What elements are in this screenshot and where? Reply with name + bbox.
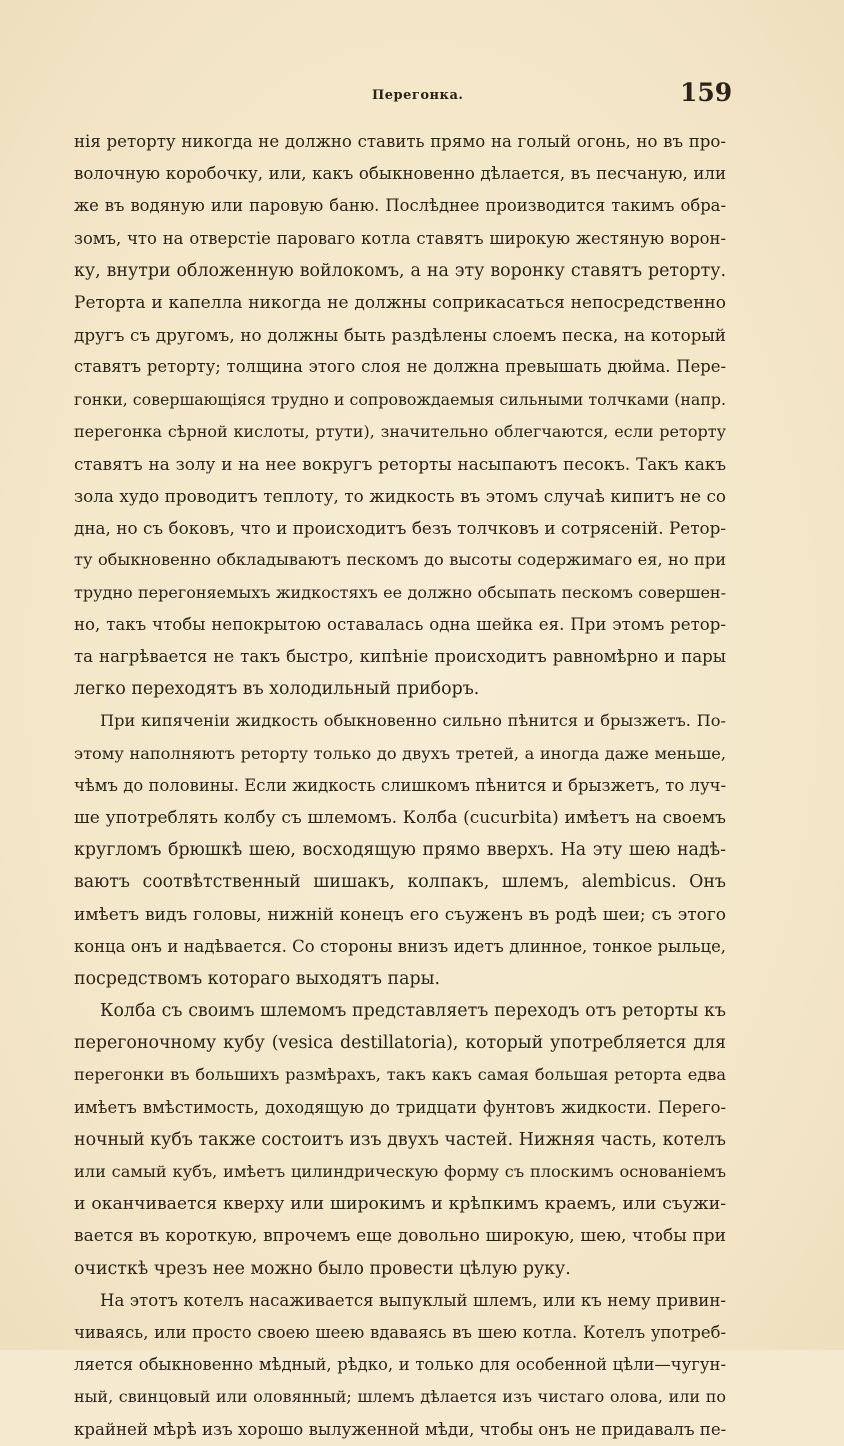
text-line: и оканчивается кверху или широкимъ и крѣпкимъ краемъ, или съужи- (74, 1194, 726, 1215)
text-line: ваютъ соотвѣтственный шишакъ, колпакъ, шлемъ, alembicus. Онъ (74, 872, 726, 893)
text-line: дна, но съ боковъ, что и происходитъ безъ толчковъ и сотрясеній. Ретор- (74, 518, 726, 539)
body-text (74, 126, 726, 1446)
text-line: же въ водяную или паровую баню. Послѣднее производится такимъ обра- (74, 196, 726, 216)
text-line: трудно перегоняемыхъ жидкостяхъ ее должно обсыпать пескомъ совершен- (74, 582, 726, 602)
text-line: очисткѣ чрезъ нее можно было провести цѣлую руку. (74, 1258, 571, 1279)
text-line: ный, свинцовый или оловянный; шлемъ дѣлается изъ чистаго олова, или по (74, 1387, 726, 1407)
text-line: конца онъ и надѣвается. Со стороны внизъ идетъ длинное, тонкое рыльце, (74, 936, 726, 956)
text-line: ку, внутри обложенную войлокомъ, а на эту воронку ставятъ реторту. (74, 260, 726, 281)
text-line: легко переходятъ въ холодильный приборъ. (74, 679, 480, 700)
text-line: кругломъ брюшкѣ шею, восходящую прямо вверхъ. На эту шею надѣ- (74, 840, 726, 861)
page-header (0, 78, 844, 112)
text-line: При кипяченіи жидкость обыкновенно сильно пѣнится и брызжетъ. По- (100, 711, 726, 731)
text-line: посредствомъ котораго выходятъ пары. (74, 968, 440, 989)
running-title: Перегонка. (372, 88, 464, 103)
text-line: вается въ короткую, впрочемъ еще довольно широкую, шею, чтобы при (74, 1226, 726, 1247)
text-line: та нагрѣвается не такъ быстро, кипѣніе происходитъ равномѣрно и пары (74, 647, 726, 666)
text-line: Реторта и капелла никогда не должны соприкасаться непосредственно (74, 292, 726, 313)
text-line: волочную коробочку, или, какъ обыкновенно дѣлается, въ песчаную, или (74, 164, 726, 184)
page-number: 159 (680, 78, 733, 107)
text-line: этому наполняютъ реторту только до двухъ третей, а иногда даже меньше, (74, 743, 726, 763)
text-line: ставятъ реторту; толщина этого слоя не должна превышать дюйма. Пере- (74, 357, 726, 377)
text-line: гонки, совершающіяся трудно и сопровождаемыя сильными толчками (напр. (74, 389, 726, 409)
text-line: чиваясь, или просто своею шеею вдаваясь въ шею котла. Котелъ употреб- (74, 1322, 726, 1342)
text-line: другъ съ другомъ, но должны быть раздѣлены слоемъ песка, на который (74, 325, 726, 346)
text-line: или самый кубъ, имѣетъ цилиндрическую форму съ плоскимъ основаніемъ (74, 1162, 726, 1181)
text-line: ночный кубъ также состоитъ изъ двухъ частей. Нижняя часть, котелъ (74, 1129, 726, 1150)
text-line: имѣетъ вмѣстимость, доходящую до тридцати фунтовъ жидкости. Перего- (74, 1097, 726, 1117)
text-line: На этотъ котелъ насаживается выпуклый шлемъ, или къ нему привин- (100, 1290, 726, 1310)
text-line: зола худо проводитъ теплоту, то жидкость въ этомъ случаѣ кипитъ не со (74, 486, 726, 507)
text-line: перегоночному кубу (vesica destillatoria), который употребляется для (74, 1033, 726, 1054)
text-line: имѣетъ видъ головы, нижній конецъ его съуженъ въ родѣ шеи; съ этого (74, 904, 726, 925)
text-line: ляется обыкновенно мѣдный, рѣдко, и только для особенной цѣли—чугун- (74, 1355, 726, 1375)
text-line: ту обыкновенно обкладываютъ пескомъ до высоты содержимаго ея, но при (74, 550, 726, 570)
text-line: ше употреблять колбу съ шлемомъ. Колба (cucurbita) имѣетъ на своемъ (74, 807, 726, 828)
text-line: ставятъ на золу и на нее вокругъ реторты насыпаютъ песокъ. Такъ какъ (74, 453, 726, 474)
text-line: но, такъ чтобы непокрытою оставалась одна шейка ея. При этомъ ретор- (74, 614, 726, 634)
text-line: чѣмъ до половины. Если жидкость слишкомъ пѣнится и брызжетъ, то луч- (74, 775, 726, 795)
text-line: перегонки въ большихъ размѣрахъ, такъ какъ самая большая реторта едва (74, 1065, 726, 1085)
text-line: Колба съ своимъ шлемомъ представляетъ переходъ отъ реторты къ (100, 1001, 726, 1022)
text-line: крайней мѣрѣ изъ хорошо вылуженной мѣди, чтобы онъ не придавалъ пе- (74, 1419, 727, 1439)
text-line: нія реторту никогда не должно ставить прямо на голый огонь, но въ про- (74, 132, 726, 151)
text-line: зомъ, что на отверстіе пароваго котла ставятъ широкую жестяную ворон- (74, 228, 726, 248)
text-line: перегонка сѣрной кислоты, ртути), значительно облегчаются, если реторту (74, 421, 726, 441)
